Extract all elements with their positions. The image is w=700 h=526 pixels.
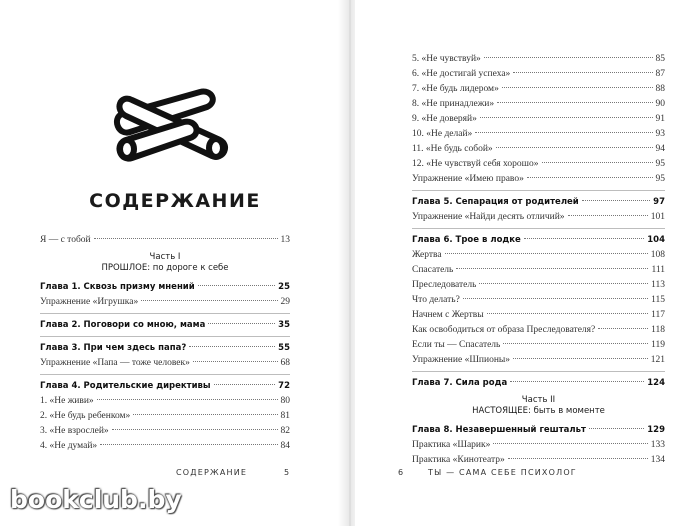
toc-item[interactable] <box>412 308 665 323</box>
dot-leader <box>502 87 653 88</box>
entry-title: 10. «Не делай» <box>412 129 473 139</box>
entry-title: Глава 3. При чем здесь папа? <box>40 343 187 353</box>
toc-item[interactable] <box>40 424 290 439</box>
entry-page: 95 <box>655 174 665 184</box>
contents-heading: СОДЕРЖАНИЕ <box>89 190 261 212</box>
toc-item[interactable] <box>412 248 665 263</box>
entry-page: 85 <box>655 54 665 64</box>
entry-page: 81 <box>280 411 290 421</box>
toc-item[interactable] <box>412 67 665 82</box>
dot-leader <box>510 381 644 382</box>
dot-leader <box>508 458 648 459</box>
entry-title: Глава 8. Незавершенный гештальт <box>412 425 586 435</box>
entry-page: 121 <box>650 355 665 365</box>
part-label: Часть II <box>521 395 556 405</box>
dot-leader <box>484 57 653 58</box>
toc-exercise[interactable] <box>40 356 290 371</box>
entry-page: 35 <box>278 320 290 330</box>
left-page <box>0 0 345 526</box>
toc-item[interactable] <box>412 127 665 142</box>
entry-page: 55 <box>278 343 290 353</box>
entry-title: 8. «Не принадлежи» <box>412 99 495 109</box>
toc-item[interactable] <box>412 52 665 67</box>
entry-page: 80 <box>280 396 290 406</box>
entry-title: Спасатель <box>412 265 454 275</box>
dot-leader <box>513 72 652 73</box>
dot-leader <box>198 285 275 286</box>
entry-title: Глава 4. Родительские директивы <box>40 381 211 391</box>
running-footer-title: СОДЕРЖАНИЕ <box>176 468 248 477</box>
toc-item[interactable] <box>412 278 665 293</box>
toc-item[interactable] <box>40 439 290 454</box>
entry-page: 13 <box>280 235 290 245</box>
entry-page: 111 <box>651 265 665 275</box>
entry-page: 29 <box>280 297 290 307</box>
dot-leader <box>94 238 278 239</box>
dot-leader <box>527 177 653 178</box>
entry-title: Если ты — Спасатель <box>412 340 501 350</box>
toc-item[interactable] <box>412 157 665 172</box>
entry-title: Глава 1. Сквозь призму мнений <box>40 282 195 292</box>
entry-page: 94 <box>655 144 665 154</box>
toc-item[interactable] <box>412 82 665 97</box>
entry-title: Упражнение «Шпионы» <box>412 355 511 365</box>
toc-chapter-7[interactable] <box>412 376 665 391</box>
toc-item[interactable] <box>412 263 665 278</box>
toc-exercise[interactable] <box>412 210 665 225</box>
entry-title: 4. «Не думай» <box>40 441 98 451</box>
part-title: НАСТОЯЩЕЕ: быть в моменте <box>472 406 605 416</box>
divider <box>40 374 290 375</box>
dot-leader <box>214 384 276 385</box>
toc-exercise[interactable] <box>412 353 665 368</box>
dot-leader <box>480 117 653 118</box>
part-heading <box>40 252 290 274</box>
entry-title: Глава 6. Трое в лодке <box>412 235 521 245</box>
toc-item[interactable] <box>412 293 665 308</box>
entry-title: Я — с тобой <box>40 235 91 245</box>
entry-title: Начнем с Жертвы <box>412 310 484 320</box>
dot-leader <box>189 346 275 347</box>
dot-leader <box>456 268 648 269</box>
entry-page: 91 <box>655 114 665 124</box>
entry-page: 97 <box>653 197 665 207</box>
entry-page: 87 <box>655 69 665 79</box>
entry-title: 12. «Не чувствуй себя хорошо» <box>412 159 539 169</box>
entry-title: 5. «Не чувствуй» <box>412 54 481 64</box>
toc-item[interactable] <box>412 112 665 127</box>
toc-exercise[interactable] <box>40 295 290 310</box>
dot-leader <box>589 428 644 429</box>
entry-title: 11. «Не будь собой» <box>412 144 493 154</box>
dot-leader <box>497 102 652 103</box>
dot-leader <box>582 200 650 201</box>
entry-page: 25 <box>278 282 290 292</box>
entry-page: 84 <box>280 441 290 451</box>
entry-page: 115 <box>651 295 665 305</box>
page-number: 5 <box>284 468 291 477</box>
dot-leader <box>463 298 648 299</box>
entry-page: 117 <box>651 310 665 320</box>
dot-leader <box>496 147 653 148</box>
entry-title: Жертва <box>412 250 442 260</box>
entry-title: Практика «Кинотеатр» <box>412 455 505 465</box>
toc-item[interactable] <box>40 409 290 424</box>
entry-title: Упражнение «Найди десять отличий» <box>412 212 565 222</box>
divider <box>40 336 290 337</box>
part-heading <box>412 395 665 417</box>
dot-leader <box>445 253 648 254</box>
entry-title: 3. «Не взрослей» <box>40 426 109 436</box>
crossed-logs-icon <box>108 80 236 166</box>
dot-leader <box>503 343 648 344</box>
dot-leader <box>479 283 648 284</box>
entry-title: Упражнение «Папа — тоже человек» <box>40 358 190 368</box>
dot-leader <box>100 444 277 445</box>
entry-title: Практика «Шарик» <box>412 440 491 450</box>
dot-leader <box>97 399 278 400</box>
toc-item[interactable] <box>412 453 665 468</box>
entry-page: 129 <box>647 425 665 435</box>
entry-page: 119 <box>651 340 665 350</box>
dot-leader <box>493 443 647 444</box>
toc-chapter-8[interactable] <box>412 423 665 438</box>
dot-leader <box>487 313 648 314</box>
toc-item[interactable] <box>40 394 290 409</box>
entry-title: Глава 7. Сила рода <box>412 378 508 388</box>
entry-page: 90 <box>655 99 665 109</box>
toc-item[interactable] <box>412 142 665 157</box>
divider <box>40 313 290 314</box>
entry-title: Что делать? <box>412 295 460 305</box>
toc-chapter-5[interactable] <box>412 195 665 210</box>
watermark: bookclub.by <box>10 485 182 514</box>
toc-chapter-6[interactable] <box>412 233 665 248</box>
entry-title: Глава 2. Поговори со мною, мама <box>40 320 206 330</box>
divider <box>412 371 665 372</box>
entry-page: 68 <box>280 358 290 368</box>
part-title: ПРОШЛОЕ: по дороге к себе <box>101 263 229 273</box>
entry-title: Упражнение «Игрушка» <box>40 297 139 307</box>
entry-title: 2. «Не будь ребенком» <box>40 411 131 421</box>
entry-title: 9. «Не доверяй» <box>412 114 477 124</box>
divider <box>412 190 665 191</box>
entry-title: 6. «Не достигай успеха» <box>412 69 511 79</box>
dot-leader <box>568 215 648 216</box>
entry-page: 101 <box>650 212 665 222</box>
toc-chapter-4[interactable] <box>40 379 290 394</box>
dot-leader <box>112 429 278 430</box>
toc-item[interactable] <box>412 338 665 353</box>
entry-page: 118 <box>651 325 665 335</box>
entry-page: 72 <box>278 381 290 391</box>
dot-leader <box>133 414 277 415</box>
toc-exercise[interactable] <box>412 172 665 187</box>
toc-chapter-3[interactable] <box>40 341 290 356</box>
entry-title: Глава 5. Сепарация от родителей <box>412 197 579 207</box>
entry-page: 134 <box>650 455 665 465</box>
entry-title: 1. «Не живи» <box>40 396 94 406</box>
entry-page: 113 <box>651 280 665 290</box>
entry-title: Как освободиться от образа Преследователя? <box>412 325 596 335</box>
entry-page: 82 <box>280 426 290 436</box>
dot-leader <box>513 358 648 359</box>
contents-list-left <box>40 233 290 454</box>
entry-page: 88 <box>655 84 665 94</box>
entry-page: 133 <box>650 440 665 450</box>
running-footer-title: ТЫ — САМА СЕБЕ ПСИХОЛОГ <box>428 468 577 477</box>
page-number: 6 <box>398 468 405 477</box>
toc-item[interactable] <box>412 97 665 112</box>
entry-page: 93 <box>655 129 665 139</box>
toc-item[interactable] <box>412 323 665 338</box>
part-label: Часть I <box>149 252 181 262</box>
toc-chapter-1[interactable] <box>40 280 290 295</box>
dot-leader <box>208 323 275 324</box>
divider <box>412 228 665 229</box>
entry-title: Упражнение «Имею право» <box>412 174 524 184</box>
entry-page: 95 <box>655 159 665 169</box>
contents-list-right <box>412 52 665 468</box>
entry-title: Преследователь <box>412 280 477 290</box>
dot-leader <box>524 238 644 239</box>
dot-leader <box>475 132 652 133</box>
dot-leader <box>542 162 653 163</box>
toc-chapter-2[interactable] <box>40 318 290 333</box>
toc-item[interactable] <box>412 438 665 453</box>
entry-page: 124 <box>647 378 665 388</box>
entry-page: 108 <box>650 250 665 260</box>
dot-leader <box>141 300 277 301</box>
entry-title: 7. «Не будь лидером» <box>412 84 499 94</box>
dot-leader <box>598 328 648 329</box>
entry-page: 104 <box>647 235 665 245</box>
toc-entry-intro[interactable] <box>40 233 290 248</box>
dot-leader <box>193 361 278 362</box>
